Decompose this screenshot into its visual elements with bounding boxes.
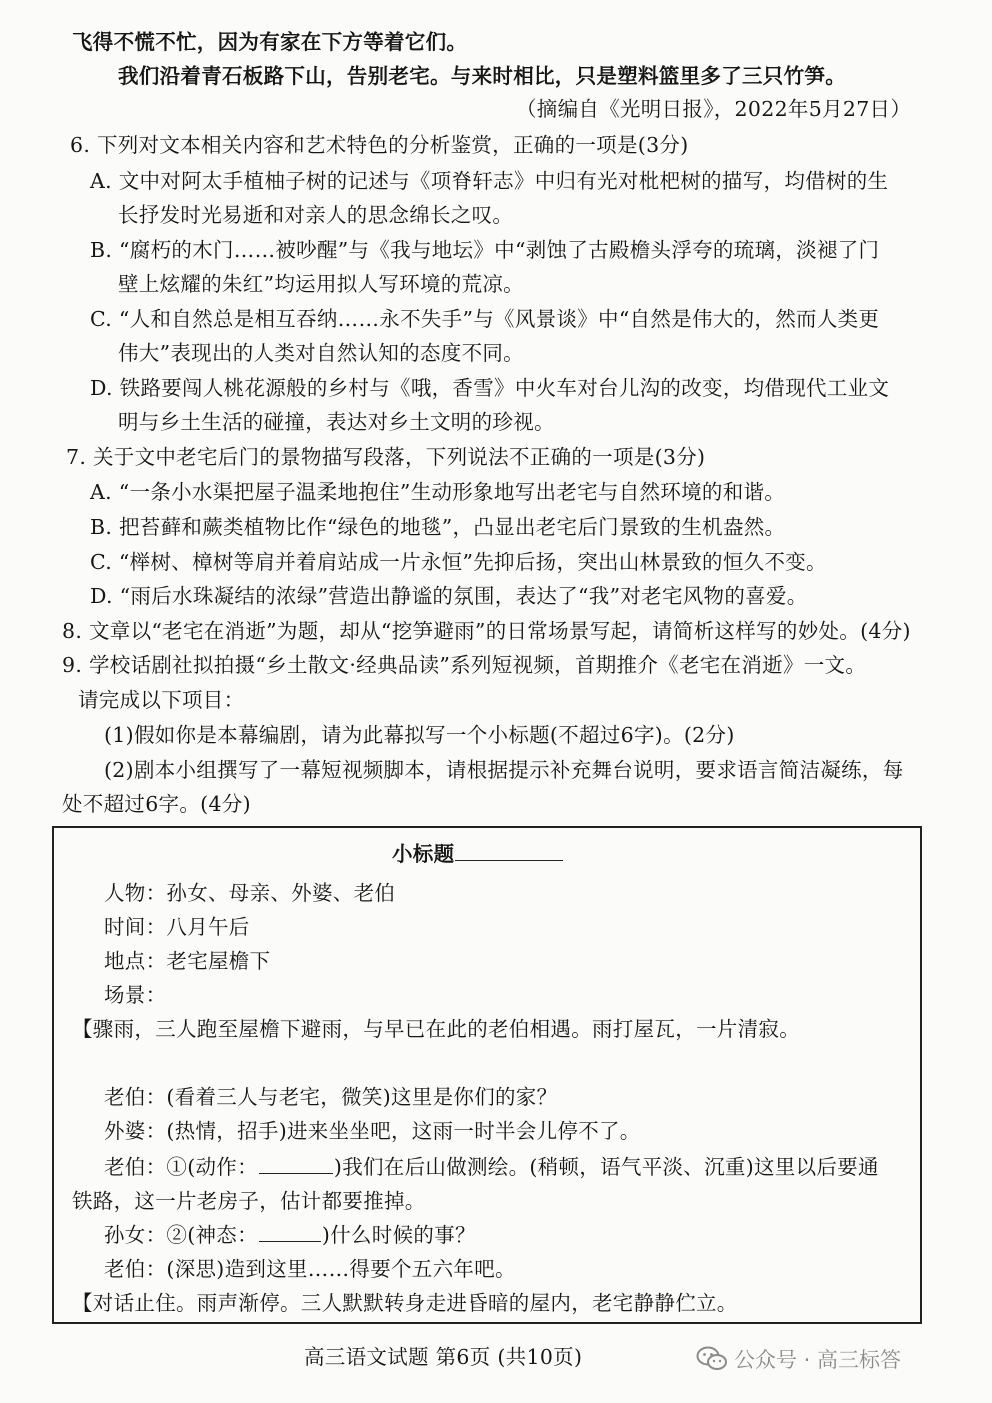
question-6-option-b: B. “腐朽的木门……被吵醒”与《我与地坛》中“剥蚀了古殿檐头浮夸的琉璃，淡褪了门 xyxy=(90,238,880,262)
passage-line: 我们沿着青石板路下山，告别老宅。与来时相比，只是塑料篮里多了三只竹笋。 xyxy=(118,64,846,88)
script-dialogue xyxy=(104,1153,879,1181)
script-title xyxy=(392,840,564,868)
question-9-part-2: (2)剧本小组撰写了一幕短视频脚本，请根据提示补充舞台说明，要求语言简洁凝练，每 xyxy=(104,758,904,782)
question-6-option-c-cont: 伟大”表现出的人类对自然认知的态度不同。 xyxy=(118,341,524,365)
script-dialogue-cont: 铁路，这一片老房子，估计都要推掉。 xyxy=(72,1189,426,1213)
script-scene-label: 场景： xyxy=(104,983,167,1007)
dialogue-prefix: 孙女：②(神态： xyxy=(104,1223,258,1247)
watermark xyxy=(696,1344,901,1374)
passage-source: （摘编自《光明日报》，2022年5月27日） xyxy=(516,97,912,121)
script-dialogue: 老伯：(看着三人与老宅，微笑)这里是你们的家？ xyxy=(104,1085,558,1109)
question-7-option-a: A. “一条小水渠把屋子温柔地抱住”生动形象地写出老宅与自然环境的和谐。 xyxy=(90,480,786,504)
question-6-option-d-cont: 明与乡土生活的碰撞，表达对乡土文明的珍视。 xyxy=(118,410,555,434)
question-6-stem: 6. 下列对文本相关内容和艺术特色的分析鉴赏，正确的一项是(3分) xyxy=(70,133,689,157)
script-characters: 人物：孙女、母亲、外婆、老伯 xyxy=(104,881,396,905)
script-scene: 【骤雨，三人跑至屋檐下避雨，与早已在此的老伯相遇。雨打屋瓦，一片清寂。 xyxy=(72,1017,800,1041)
question-6-option-b-cont: 壁上炫耀的朱红”均运用拟人写环境的荒凉。 xyxy=(118,272,524,296)
script-time: 时间：八月午后 xyxy=(104,915,250,939)
question-7-option-b: B. 把苔藓和蕨类植物比作“绿色的地毯”，凸显出老宅后门景致的生机盎然。 xyxy=(90,515,786,539)
script-title-blank[interactable] xyxy=(455,840,563,861)
script-ending: 【对话止住。雨声渐停。三人默默转身走进昏暗的屋内，老宅静静伫立。 xyxy=(72,1291,738,1315)
dialogue-prefix: 老伯：①(动作： xyxy=(104,1155,258,1179)
question-7-option-d: D. “雨后水珠凝结的浓绿”营造出静谧的氛围，表达了“我”对老宅风物的喜爱。 xyxy=(90,584,808,608)
watermark-text: 公众号 · 高三标答 xyxy=(734,1348,902,1372)
question-9-part-1: (1)假如你是本幕编剧，请为此幕拟写一个小标题(不超过6字)。(2分) xyxy=(104,723,735,747)
question-9-stem: 9. 学校话剧社拟拍摄“乡土散文·经典品读”系列短视频，首期推介《老宅在消逝》一文。 xyxy=(62,653,867,677)
page-footer: 高三语文试题 第6页 (共10页) xyxy=(304,1345,583,1369)
question-6-option-a-cont: 长抒发时光易逝和对亲人的思念绵长之叹。 xyxy=(118,203,514,227)
question-7-option-c: C. “榉树、樟树等肩并着肩站成一片永恒”先抑后扬，突出山林景致的恒久不变。 xyxy=(90,550,827,574)
question-8-stem: 8. 文章以“老宅在消逝”为题，却从“挖笋避雨”的日常场景写起，请简析这样写的妙处。(4分) xyxy=(62,619,911,643)
script-place: 地点：老宅屋檐下 xyxy=(104,949,271,973)
question-6-option-c: C. “人和自然总是相互吞纳……永不失手”与《风景谈》中“自然是伟大的，然而人类更 xyxy=(90,307,880,331)
expression-blank-2[interactable] xyxy=(259,1221,321,1242)
script-dialogue xyxy=(104,1221,476,1249)
question-6-option-d: D. 铁路要闯人桃花源般的乡村与《哦，香雪》中火车对台儿沟的改变，均借现代工业文 xyxy=(90,376,890,400)
script-dialogue: 外婆：(热情，招手)进来坐坐吧，这雨一时半会儿停不了。 xyxy=(104,1119,641,1143)
question-7-stem: 7. 关于文中老宅后门的景物描写段落，下列说法不正确的一项是(3分) xyxy=(66,445,706,469)
question-9-part-2-cont: 处不超过6字。(4分) xyxy=(62,792,251,816)
script-title-label: 小标题 xyxy=(392,842,455,866)
script-dialogue: 老伯：(深思)造到这里……得要个五六年吧。 xyxy=(104,1257,516,1281)
action-blank-1[interactable] xyxy=(259,1153,333,1174)
passage-line: 飞得不慌不忙，因为有家在下方等着它们。 xyxy=(72,30,468,54)
question-9-stem-cont: 请完成以下项目： xyxy=(78,688,245,712)
dialogue-suffix: )什么时候的事？ xyxy=(321,1223,476,1247)
wechat-icon xyxy=(696,1345,728,1373)
question-6-option-a: A. 文中对阿太手植柚子树的记述与《项脊轩志》中归有光对枇杷树的描写，均借树的生 xyxy=(90,169,889,193)
dialogue-suffix: )我们在后山做测绘。(稍顿，语气平淡、沉重)这里以后要通 xyxy=(333,1155,879,1179)
